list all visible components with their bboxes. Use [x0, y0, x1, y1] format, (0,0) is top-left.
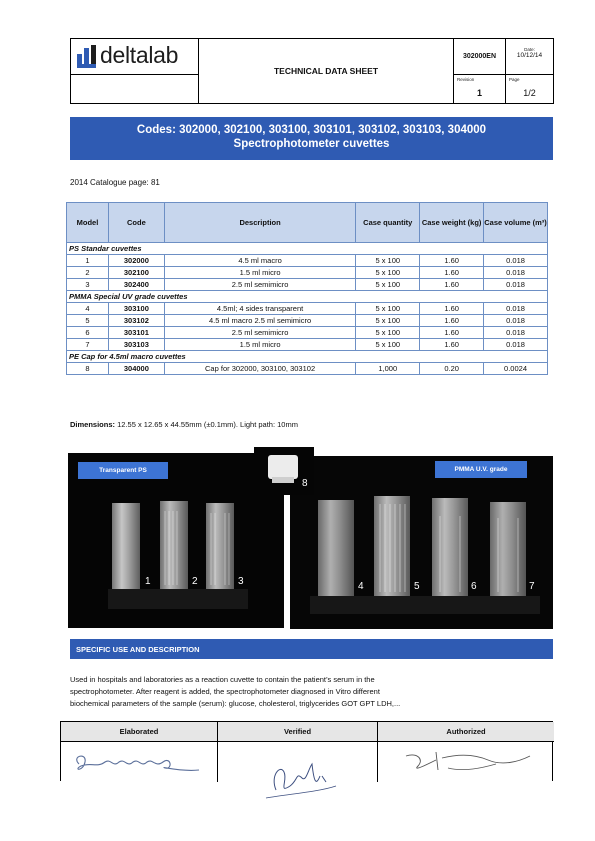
- logo-area: [71, 39, 199, 75]
- photo-pe-cap: [254, 447, 314, 495]
- model-number-8: 8: [302, 478, 308, 489]
- deltalab-logo-icon: [77, 45, 97, 68]
- document-header: [70, 38, 554, 104]
- cell-volume: 0.018: [484, 315, 548, 327]
- revision-label: Revision: [457, 77, 475, 82]
- cell-description: 4.5 ml macro 2.5 ml semimicro: [164, 315, 356, 327]
- cell-description: 4.5ml; 4 sides transparent: [164, 303, 356, 315]
- cell-model: 3: [67, 279, 109, 291]
- cell-code: 304000: [108, 363, 164, 375]
- label-verified: Verified: [218, 722, 377, 742]
- specific-use-description: [70, 674, 540, 710]
- model-number-4: 4: [358, 581, 364, 592]
- product-table: [66, 202, 548, 375]
- model-number-7: 7: [529, 581, 535, 592]
- cell-description: 4.5 ml macro: [164, 255, 356, 267]
- date-label: Date:: [524, 47, 535, 52]
- date-cell: [506, 39, 553, 75]
- cell-weight: 1.60: [420, 255, 484, 267]
- section-title-specific-use: SPECIFIC USE AND DESCRIPTION: [70, 639, 553, 659]
- cell-weight: 1.60: [420, 339, 484, 351]
- elaborated-signature-image: [61, 742, 218, 782]
- signature-elaborated: [61, 722, 218, 782]
- table-row: [67, 363, 548, 375]
- cell-weight: 1.60: [420, 315, 484, 327]
- cell-code: 302400: [108, 279, 164, 291]
- dimensions-label: Dimensions:: [70, 420, 116, 429]
- label-authorized: Authorized: [378, 722, 554, 742]
- model-number-2: 2: [192, 576, 198, 587]
- signature-table: [60, 721, 553, 781]
- table-row: [67, 279, 548, 291]
- cell-code: 302100: [108, 267, 164, 279]
- authorized-signature-image: [378, 742, 554, 782]
- signature-verified: [218, 722, 378, 782]
- table-row: [67, 303, 548, 315]
- cell-volume: 0.018: [484, 339, 548, 351]
- cell-quantity: 5 x 100: [356, 267, 420, 279]
- cell-code: 303100: [108, 303, 164, 315]
- cell-model: 4: [67, 303, 109, 315]
- cell-weight: 1.60: [420, 279, 484, 291]
- pmma-cuvettes-image: [290, 456, 553, 629]
- cell-description: 2.5 ml semimicro: [164, 279, 356, 291]
- cell-description: 1.5 ml micro: [164, 267, 356, 279]
- date-value: 10/12/14: [516, 52, 543, 59]
- group-title: PMMA Special UV grade cuvettes: [67, 291, 548, 303]
- tag-pmma-uv-grade: PMMA U.V. grade: [435, 461, 527, 478]
- ps-cuvettes-image: [68, 453, 284, 628]
- cell-description: 2.5 ml semimicro: [164, 327, 356, 339]
- cell-model: 5: [67, 315, 109, 327]
- cell-model: 2: [67, 267, 109, 279]
- header-description: Description: [164, 203, 356, 243]
- cell-volume: 0.018: [484, 279, 548, 291]
- table-row: [67, 327, 548, 339]
- group-title: PS Standar cuvettes: [67, 243, 548, 255]
- product-banner: [70, 117, 553, 160]
- cell-quantity: 5 x 100: [356, 327, 420, 339]
- table-header-row: [67, 203, 548, 243]
- header-case-weight: Case weight (kg): [420, 203, 484, 243]
- document-code: 302000EN: [454, 39, 506, 75]
- cell-model: 6: [67, 327, 109, 339]
- model-number-1: 1: [145, 576, 151, 587]
- dimensions-text: [70, 420, 298, 429]
- product-name: Spectrophotometer cuvettes: [233, 138, 390, 150]
- cell-volume: 0.018: [484, 267, 548, 279]
- photo-pmma-uv-grade: [290, 456, 553, 629]
- dimensions-value: 12.55 x 12.65 x 44.55mm (±0.1mm). Light path: 10mm: [117, 420, 298, 429]
- model-number-5: 5: [414, 581, 420, 592]
- table-row: [67, 339, 548, 351]
- cell-code: 303101: [108, 327, 164, 339]
- cell-code: 303103: [108, 339, 164, 351]
- signature-authorized: [378, 722, 554, 782]
- header-model: Model: [67, 203, 109, 243]
- cell-weight: 0.20: [420, 363, 484, 375]
- logo-cell: [71, 39, 199, 103]
- cell-description: Cap for 302000, 303100, 303102: [164, 363, 356, 375]
- cell-volume: 0.0024: [484, 363, 548, 375]
- description-line: biochemical parameters of the sample (serum): glucose, cholesterol, triglycerides GOT GPT LDH,...: [70, 699, 401, 708]
- model-number-6: 6: [471, 581, 477, 592]
- cell-volume: 0.018: [484, 327, 548, 339]
- cell-quantity: 5 x 100: [356, 279, 420, 291]
- catalogue-page: 2014 Catalogue page: 81: [70, 178, 160, 187]
- logo-text: deltalab: [100, 42, 179, 68]
- photo-transparent-ps: [68, 453, 284, 628]
- cell-code: 303102: [108, 315, 164, 327]
- label-elaborated: Elaborated: [61, 722, 217, 742]
- table-group-row: [67, 291, 548, 303]
- header-case-quantity: Case quantity: [356, 203, 420, 243]
- verified-signature-image: [218, 742, 378, 814]
- cell-quantity: 5 x 100: [356, 303, 420, 315]
- revision-value: 1: [476, 88, 482, 98]
- cell-weight: 1.60: [420, 303, 484, 315]
- model-number-3: 3: [238, 576, 244, 587]
- cell-description: 1.5 ml micro: [164, 339, 356, 351]
- cell-volume: 0.018: [484, 303, 548, 315]
- cell-volume: 0.018: [484, 255, 548, 267]
- description-line: Used in hospitals and laboratories as a reaction cuvette to contain the patient’s serum in the: [70, 675, 375, 684]
- description-line: spectrophotometer. After reagent is added, the spectrophotometer diagnosed in Vitro different: [70, 687, 380, 696]
- document-title: TECHNICAL DATA SHEET: [199, 39, 454, 103]
- header-case-volume: Case volume (m³): [484, 203, 548, 243]
- revision-cell: [454, 75, 506, 103]
- cell-weight: 1.60: [420, 327, 484, 339]
- table-row: [67, 267, 548, 279]
- tag-transparent-ps: Transparent PS: [78, 462, 168, 479]
- cell-model: 8: [67, 363, 109, 375]
- cell-quantity: 5 x 100: [356, 315, 420, 327]
- header-code: Code: [108, 203, 164, 243]
- table-group-row: [67, 243, 548, 255]
- group-title: PE Cap for 4.5ml macro cuvettes: [67, 351, 548, 363]
- table-group-row: [67, 351, 548, 363]
- cell-quantity: 5 x 100: [356, 255, 420, 267]
- cell-code: 302000: [108, 255, 164, 267]
- cell-quantity: 5 x 100: [356, 339, 420, 351]
- page-cell: [506, 75, 553, 103]
- cell-model: 7: [67, 339, 109, 351]
- page-value: 1/2: [523, 88, 536, 98]
- cell-model: 1: [67, 255, 109, 267]
- table-row: [67, 315, 548, 327]
- product-codes: Codes: 302000, 302100, 303100, 303101, 303102, 303103, 304000: [136, 124, 487, 136]
- cell-quantity: 1,000: [356, 363, 420, 375]
- page-label: Page: [509, 77, 520, 82]
- cell-weight: 1.60: [420, 267, 484, 279]
- table-row: [67, 255, 548, 267]
